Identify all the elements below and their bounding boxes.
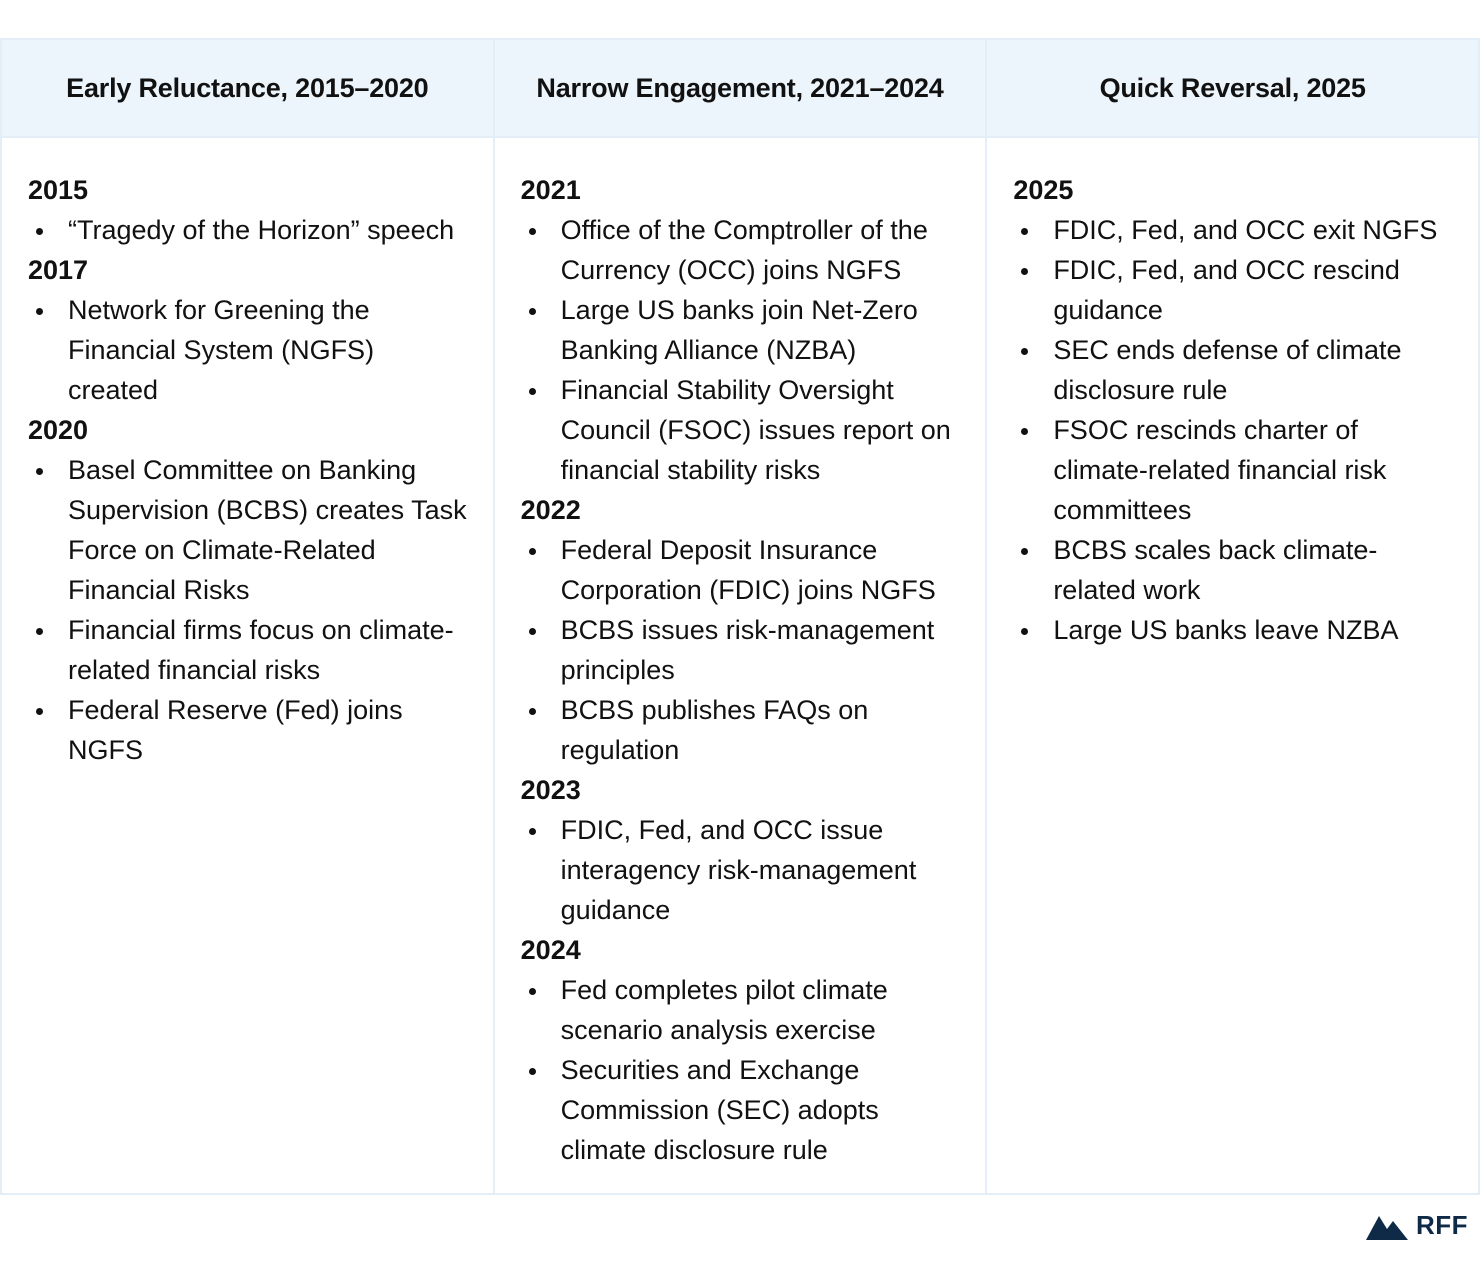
logo-text: RFF	[1415, 1210, 1468, 1240]
bullet-icon	[1021, 348, 1028, 355]
event-text: BCBS issues risk-management principles	[560, 615, 935, 685]
event-list	[521, 210, 962, 490]
list-item	[1013, 210, 1454, 250]
event-text: Fed completes pilot climate scenario analysis exercise	[560, 975, 888, 1045]
bullet-icon	[529, 628, 536, 635]
event-text: BCBS scales back climate-related work	[1053, 535, 1378, 605]
event-list	[521, 970, 962, 1170]
year-heading: 2022	[520, 495, 581, 525]
event-text: Large US banks join Net-Zero Banking Alliance (NZBA)	[560, 295, 918, 365]
list-item	[521, 610, 962, 690]
bullet-icon	[1021, 428, 1028, 435]
list-item	[28, 450, 469, 610]
bullet-icon	[1021, 628, 1028, 635]
column-cell	[494, 137, 987, 1194]
list-item	[28, 690, 469, 770]
event-text: FDIC, Fed, and OCC issue interagency risk-management guidance	[560, 815, 917, 925]
event-text: Federal Reserve (Fed) joins NGFS	[68, 695, 403, 765]
bullet-icon	[529, 1068, 536, 1075]
year-heading: 2017	[28, 255, 89, 285]
header-row	[1, 39, 1479, 137]
bullet-icon	[529, 308, 536, 315]
event-text: Federal Deposit Insurance Corporation (FDIC) joins NGFS	[560, 535, 936, 605]
year-heading: 2025	[1013, 175, 1074, 205]
column-header-narrow-engagement: Narrow Engagement, 2021–2024	[494, 39, 987, 137]
bullet-icon	[36, 228, 43, 235]
event-list	[28, 290, 469, 410]
list-item	[521, 970, 962, 1050]
bullet-icon	[36, 628, 43, 635]
bullet-icon	[1021, 268, 1028, 275]
bullet-icon	[36, 308, 43, 315]
list-item	[521, 530, 962, 610]
column-header-early-reluctance: Early Reluctance, 2015–2020	[1, 39, 494, 137]
year-heading: 2023	[520, 775, 581, 805]
list-item	[521, 210, 962, 290]
bullet-icon	[529, 228, 536, 235]
list-item	[1013, 250, 1454, 330]
bullet-icon	[529, 548, 536, 555]
column-cell	[986, 137, 1479, 1194]
event-text: Large US banks leave NZBA	[1053, 615, 1399, 645]
year-heading: 2024	[520, 935, 581, 965]
event-text: Basel Committee on Banking Supervision (BCBS) creates Task Force on Climate-Related Financial Risks	[68, 455, 467, 605]
list-item	[521, 370, 962, 490]
event-text: Financial Stability Oversight Council (FSOC) issues report on financial stability risks	[560, 375, 951, 485]
year-heading: 2015	[28, 175, 89, 205]
year-heading: 2021	[520, 175, 581, 205]
event-list	[28, 210, 469, 250]
event-text: FSOC rescinds charter of climate-related financial risk committees	[1053, 415, 1387, 525]
event-text: SEC ends defense of climate disclosure rule	[1053, 335, 1402, 405]
event-text: Securities and Exchange Commission (SEC) adopts climate disclosure rule	[560, 1055, 879, 1165]
rff-logo	[1366, 1210, 1468, 1241]
column-cell	[1, 137, 494, 1194]
list-item	[521, 690, 962, 770]
bullet-icon	[1021, 228, 1028, 235]
list-item	[521, 290, 962, 370]
list-item	[28, 210, 469, 250]
list-item	[521, 810, 962, 930]
bullet-icon	[529, 388, 536, 395]
event-list	[521, 810, 962, 930]
list-item	[1013, 330, 1454, 410]
year-heading: 2020	[28, 415, 89, 445]
timeline-table	[0, 38, 1480, 1195]
event-text: Financial firms focus on climate-related financial risks	[68, 615, 454, 685]
list-item	[521, 1050, 962, 1170]
bullet-icon	[529, 988, 536, 995]
bullet-icon	[36, 468, 43, 475]
column-header-quick-reversal: Quick Reversal, 2025	[986, 39, 1479, 137]
event-text: Office of the Comptroller of the Currency (OCC) joins NGFS	[560, 215, 928, 285]
list-item	[1013, 410, 1454, 530]
event-text: Network for Greening the Financial System (NGFS) created	[68, 295, 375, 405]
bullet-icon	[529, 708, 536, 715]
content-row	[1, 137, 1479, 1194]
bullet-icon	[1021, 548, 1028, 555]
mountain-logo-icon	[1366, 1212, 1408, 1240]
bullet-icon	[36, 708, 43, 715]
list-item	[1013, 530, 1454, 610]
bullet-icon	[529, 828, 536, 835]
list-item	[28, 610, 469, 690]
list-item	[1013, 610, 1454, 650]
event-list	[521, 530, 962, 770]
event-text: FDIC, Fed, and OCC exit NGFS	[1053, 215, 1438, 245]
event-text: BCBS publishes FAQs on regulation	[560, 695, 869, 765]
event-list	[1013, 210, 1454, 650]
event-text: “Tragedy of the Horizon” speech	[68, 215, 455, 245]
list-item	[28, 290, 469, 410]
event-list	[28, 450, 469, 770]
event-text: FDIC, Fed, and OCC rescind guidance	[1053, 255, 1400, 325]
